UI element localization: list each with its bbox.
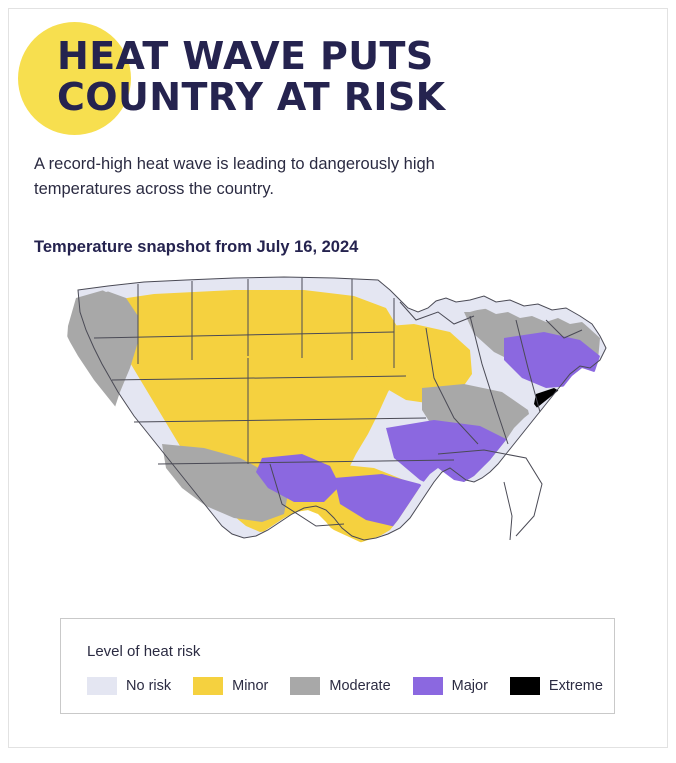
heat-risk-map	[34, 268, 642, 590]
subtitle-text: A record-high heat wave is leading to dangerously high temperatures across the country.	[34, 155, 435, 198]
legend-swatch-moderate	[290, 677, 320, 695]
map-section-title: Temperature snapshot from July 16, 2024	[34, 238, 359, 256]
page-title-line-1: HEAT WAVE PUTS	[57, 34, 434, 78]
legend-item-major	[413, 677, 488, 695]
legend-label-moderate: Moderate	[329, 678, 391, 694]
legend-item-extreme	[510, 677, 603, 695]
legend-swatch-extreme	[510, 677, 540, 695]
legend-swatch-major	[413, 677, 443, 695]
us-map-svg	[34, 268, 642, 590]
legend-swatch-minor	[193, 677, 223, 695]
state-lines-florida	[504, 482, 512, 540]
legend-label-extreme: Extreme	[548, 678, 603, 694]
risk-layer-extreme-carolina	[520, 462, 550, 492]
legend-swatch-no-risk	[87, 677, 117, 695]
page-title-line-2: COUNTRY AT RISK	[57, 75, 446, 119]
legend-item-minor	[193, 677, 268, 695]
legend-label-minor: Minor	[232, 678, 269, 694]
legend-item-moderate	[290, 677, 390, 695]
legend-title: Level of heat risk	[87, 643, 201, 660]
legend-label-major: Major	[451, 678, 488, 694]
map-legend	[60, 618, 615, 714]
legend-item-no-risk	[87, 677, 171, 695]
page-title	[57, 36, 627, 118]
legend-label-no-risk: No risk	[126, 678, 172, 694]
legend-items	[87, 677, 625, 695]
